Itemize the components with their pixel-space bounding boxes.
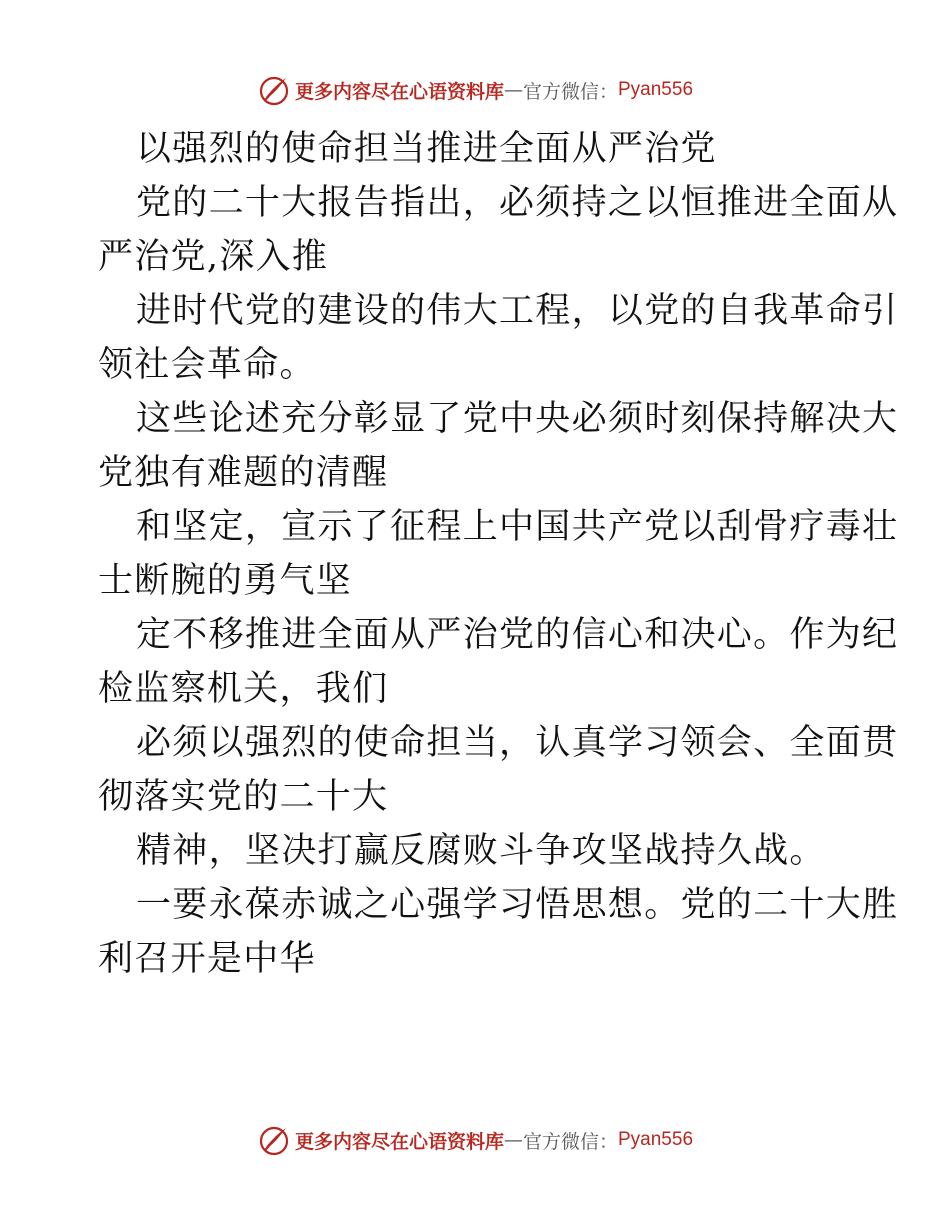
document-title: 以强烈的使命担当推进全面从严治党	[136, 129, 717, 169]
banner-dash: —	[503, 79, 523, 101]
text-line: 进时代党的建设的伟大工程，以党的自我革命引	[136, 291, 899, 331]
text-line: 精神，坚决打赢反腐败斗争攻坚战持久战。	[136, 831, 826, 871]
text-line: 严治党,深入推	[98, 237, 329, 277]
banner-wechat-id: Pyan556	[618, 1129, 694, 1150]
text-line: 检监察机关，我们	[98, 669, 389, 709]
text-line: 和坚定，宣示了征程上中国共产党以刮骨疗毒壮	[136, 507, 899, 547]
banner-wechat-id: Pyan556	[618, 79, 694, 100]
text-line: 党的二十大报告指出，必须持之以恒推进全面从	[136, 183, 899, 223]
text-line: 领社会革命。	[98, 345, 316, 385]
banner-wechat-label: 官方微信：	[522, 1130, 618, 1153]
footer-banner	[0, 1120, 950, 1160]
banner-title: 更多内容尽在心语资料库	[294, 1130, 504, 1153]
quill-logo-icon	[257, 73, 291, 107]
text-line: 彻落实党的二十大	[98, 777, 389, 817]
text-line: 必须以强烈的使命担当，认真学习领会、全面贯	[136, 723, 899, 763]
quill-logo-icon	[257, 1123, 291, 1157]
text-line: 党独有难题的清醒	[98, 453, 389, 493]
text-line: 利召开是中华	[98, 939, 316, 979]
banner-title: 更多内容尽在心语资料库	[294, 80, 504, 103]
text-line: 这些论述充分彰显了党中央必须时刻保持解决大	[136, 399, 899, 439]
document-body	[98, 122, 899, 986]
text-line: 一要永葆赤诚之心强学习悟思想。党的二十大胜	[136, 885, 899, 925]
header-banner	[0, 70, 950, 110]
text-line: 士断腕的勇气坚	[98, 561, 353, 601]
banner-wechat-label: 官方微信：	[522, 80, 618, 103]
banner-dash: —	[503, 1129, 523, 1151]
text-line: 定不移推进全面从严治党的信心和决心。作为纪	[136, 615, 899, 655]
